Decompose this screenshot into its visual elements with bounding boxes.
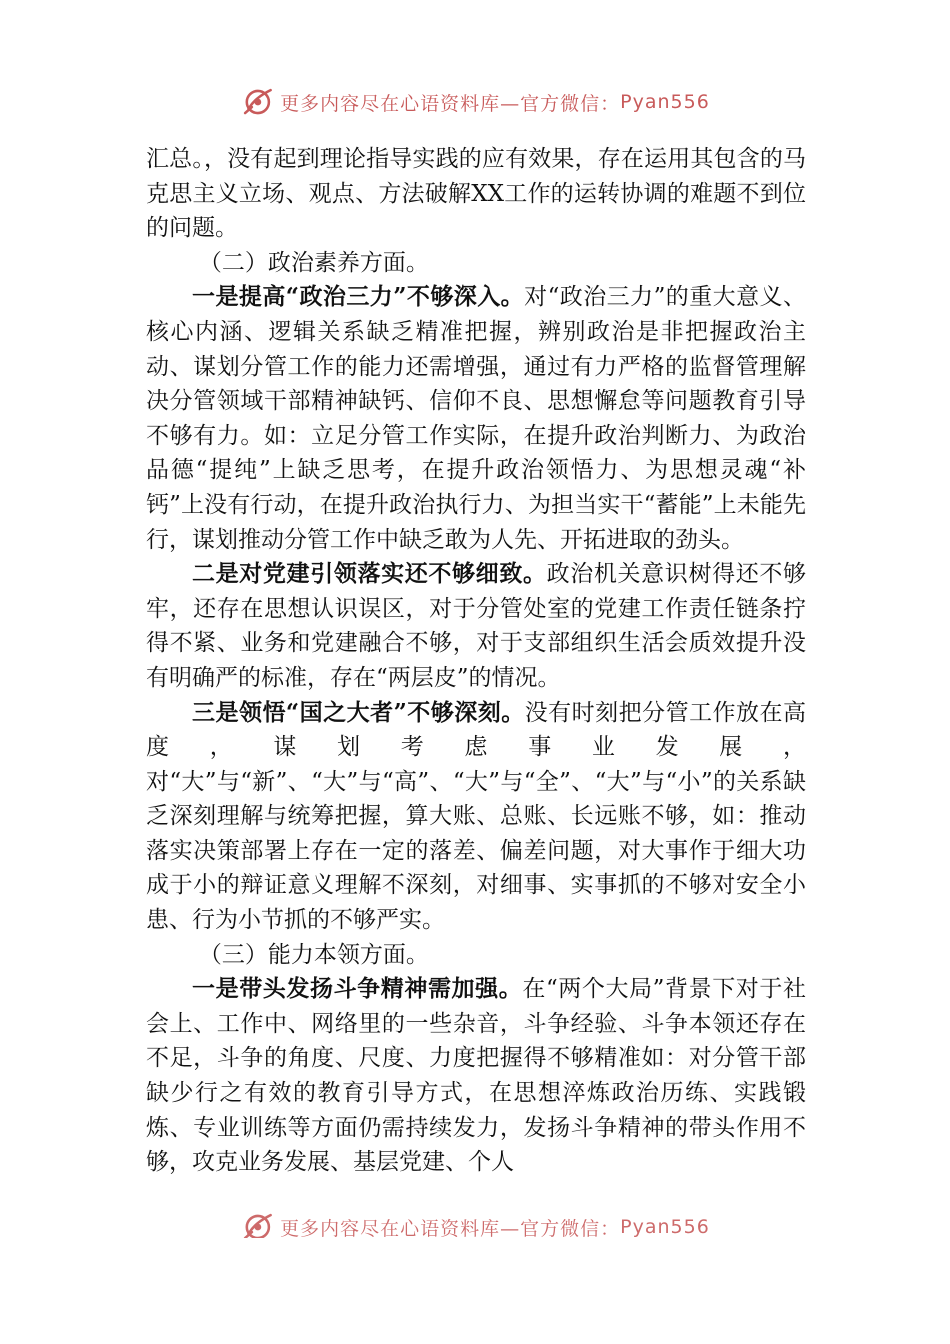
paragraph-text: 政治机关意识树得还不够牢，还存在思想认识误区，对于分管处室的党建工作责任链条拧得不紧、业务和党建融合不够，对于支部组织生活会质效提升没有明确严的标准，存在“两层皮”的情况。 (146, 561, 807, 691)
header-watermark-banner (0, 82, 950, 122)
paragraph-text: 汇总。，没有起到理论指导实践的应有效果，存在运用其包含的马克思主义立场、观点、方法破解XX工作的运转协调的难题不到位的问题。 (146, 146, 806, 242)
footer-watermark-banner (0, 1204, 950, 1238)
banner-text: 更多内容尽在心语资料库—官方微信： (280, 92, 621, 115)
paragraph-lead: 三是领悟“国之大者”不够深刻。 (192, 698, 525, 726)
banner-wechat-id: Pyan556 (620, 1216, 710, 1238)
paragraph-text: 在“两个大局”背景下对于社会上、工作中、网络里的一些杂音，斗争经验、斗争本领还存在不足，斗争的角度、尺度、力度把握得不够精准如：对分管干部缺少行之有效的教育引导方式，在思想淬炼政治历练、实践锻炼、专业训练等方面仍需持续发力，发扬斗争精神的带头作用不够，攻克业务发展、基层党建、个人 (146, 976, 806, 1176)
paragraph-text: 没有时刻把分管工作放在高度，谋划考虑事业发展，对“大”与“新”、“大”与“高”、“大”与“全”、“大”与“小”的关系缺乏深刻理解与统筹把握，算大账、总账、长远账不够，如：推动落实决策部署上存在一定的落差、偏差问题，对大事作于细大功成于小的辩证意义理解不深刻，对细事、实事抓的不够对安全小患、行为小节抓的不够严实。 (146, 699, 807, 934)
paragraph (146, 142, 806, 246)
brand-logo-icon (240, 1210, 274, 1238)
paragraph (146, 280, 806, 557)
paragraph-text: （二）政治素养方面。 (198, 249, 429, 276)
brand-logo-icon (240, 85, 274, 119)
section-heading (146, 246, 806, 281)
paragraph-text: 对“政治三力”的重大意义、核心内涵、逻辑关系缺乏精准把握，辨别政治是非把握政治主动、谋划分管工作的能力还需增强，通过有力严格的监督管理解决分管领域干部精神缺钙、信仰不良、思想懈怠等问题教育引导不够有力。如：立足分管工作实际，在提升政治判断力、为政治品德“提纯”上缺乏思考，在提升政治领悟力、为思想灵魂“补钙”上没有行动，在提升政治执行力、为担当实干“蓄能”上未能先行，谋划推动分管工作中缺乏敢为人先、开拓进取的劲头。 (146, 284, 806, 553)
document-body (146, 142, 806, 1180)
paragraph-text: （三）能力本领方面。 (198, 941, 429, 968)
banner-wechat-id: Pyan556 (620, 91, 710, 113)
paragraph-lead: 二是对党建引领落实还不够细致。 (192, 560, 547, 588)
paragraph (146, 696, 806, 938)
paragraph (146, 972, 806, 1180)
section-heading (146, 938, 806, 973)
paragraph (146, 557, 806, 695)
paragraph-lead: 一是提高“政治三力”不够深入。 (192, 283, 525, 311)
paragraph-lead: 一是带头发扬斗争精神需加强。 (192, 975, 523, 1003)
banner-text: 更多内容尽在心语资料库—官方微信： (280, 1217, 621, 1238)
